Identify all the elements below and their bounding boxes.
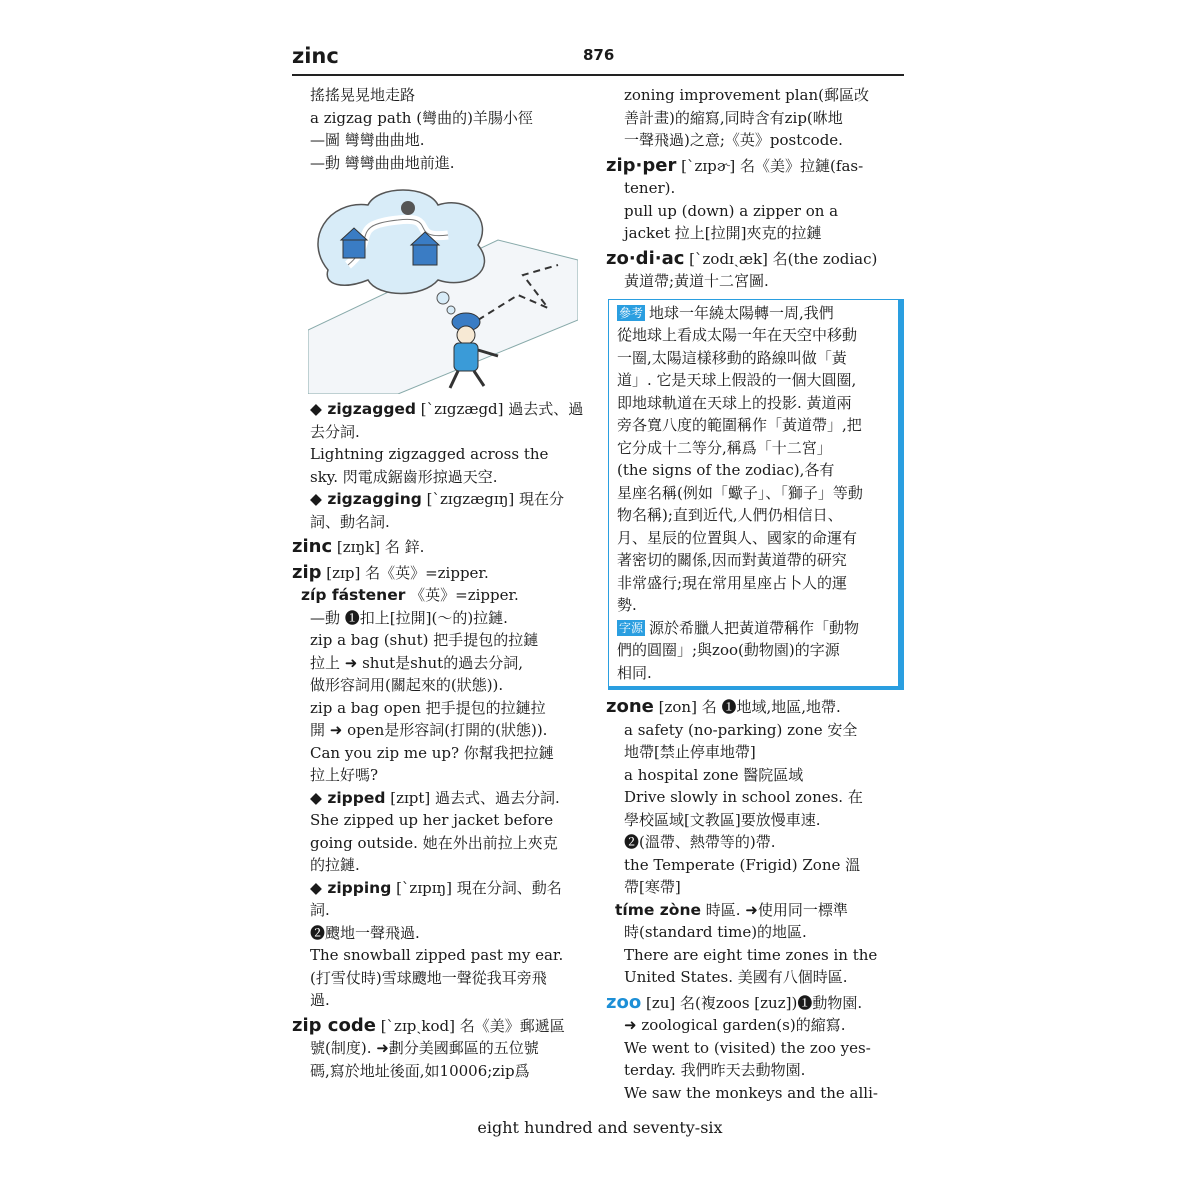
definition: [zɪpt] 過去式、過去分詞. [385, 788, 560, 807]
entry-line: 去分詞. [310, 422, 360, 441]
note-text: 星座名稱(例如「蠍子」、「獅子」等動 [617, 483, 863, 502]
example: United States. 美國有八個時區. [624, 968, 848, 986]
example: 學校區域[文教區]要放慢車速. [624, 810, 821, 829]
entry-line: 時(standard time)的地區. [624, 923, 807, 941]
entry-line: zoning improvement plan(郵區改 [624, 86, 870, 104]
example: 的拉鏈. [310, 856, 360, 874]
guide-word: zinc [292, 44, 339, 68]
definition: [zɪŋk] 名 鋅. [332, 538, 425, 556]
note-text: 物名稱);直到近代,人們仍相信日、 [617, 506, 843, 524]
note-text: 從地球上看成太陽一年在天空中移動 [617, 326, 858, 344]
note-text: 即地球軌道在天球上的投影. 黃道兩 [617, 393, 852, 412]
headword: zo·di·ac [606, 247, 685, 269]
example: There are eight time zones in the [624, 945, 878, 964]
entry-line: a zigzag path (彎曲的)羊腸小徑 [310, 108, 533, 127]
definition: [ˋzɪpɚ] 名《美》拉鏈(fas- [676, 156, 864, 175]
entry-line: 黃道帶;黃道十二宮圖. [624, 272, 769, 290]
example: 帶[寒帶] [624, 878, 681, 896]
definition: 《英》=zipper. [405, 586, 519, 604]
headword: zíp fástener [301, 586, 406, 604]
example: 拉上 ➜ shut是shut的過去分詞, [310, 653, 523, 672]
note-text: 它分成十二等分,稱爲「十二宮」 [617, 438, 832, 457]
note-text: 著密切的關係,因而對黃道帶的研究 [617, 551, 847, 569]
right-column [606, 84, 904, 1104]
definition: [zon] 名 ❶地域,地區,地帶. [653, 698, 841, 716]
example: (打雪仗時)雪球颼地一聲從我耳旁飛 [310, 968, 547, 987]
entry-line: 號(制度). ➜劃分美國郵區的五位號 [310, 1039, 539, 1057]
entry-line: ❷颼地一聲飛過. [310, 923, 420, 942]
etymology-tag: 字源 [619, 620, 644, 635]
reference-tag: 參考 [619, 305, 644, 320]
note-text: 一圈,太陽這樣移動的路線叫做「黃 [617, 348, 847, 367]
entry-line: ➜ zoological garden(s)的縮寫. [624, 1016, 846, 1034]
zigzag-illustration [308, 180, 592, 394]
entry-line: 善計畫)的縮寫,同時含有zip(咻地 [624, 108, 843, 127]
headword: ◆ zigzagging [310, 490, 422, 508]
definition: [ˋzɪgzægɪŋ] 現在分 [421, 490, 564, 508]
definition: [ˋzodɪˏæk] 名(the zodiac) [684, 249, 878, 268]
entry-line: 碼,寫於地址後面,如10006;zip爲 [310, 1061, 530, 1080]
example: sky. 閃電成鋸齒形掠過天空. [310, 467, 498, 486]
note-text: 非常盛行;現在常用星座占卜人的運 [617, 573, 848, 592]
definition: [ˋzɪgzægd] 過去式、過 [416, 400, 584, 418]
definition: 時區. ➜使用同一標準 [701, 900, 848, 919]
headword: zip [292, 561, 322, 583]
example: going outside. 她在外出前拉上夾克 [310, 833, 558, 852]
example: 過. [310, 991, 330, 1009]
example: 拉上好嗎? [310, 766, 379, 784]
note-text: (the signs of the zodiac),各有 [617, 461, 835, 479]
headword: zoo [606, 991, 642, 1013]
note-text: 旁各寬八度的範圍稱作「黃道帶」,把 [617, 416, 862, 434]
page-number: 876 [583, 46, 615, 64]
definition: [ˋzɪpɪŋ] 現在分詞、動名 [391, 878, 562, 897]
note-text: 道」. 它是天球上假設的一個大圓圈, [617, 371, 857, 389]
note-text: 們的圓圈」;與zoo(動物園)的字源 [617, 641, 840, 659]
note-text: 月、星辰的位置與人、國家的命運有 [617, 528, 858, 547]
example: a hospital zone 醫院區域 [624, 765, 804, 784]
entry-line: —動 彎彎曲曲地前進. [310, 153, 455, 172]
left-column [292, 84, 592, 1082]
example: the Temperate (Frigid) Zone 溫 [624, 855, 861, 874]
entry-line: —動 ❶扣上[拉開](～的)拉鏈. [310, 608, 508, 627]
entry-line: —圖 彎彎曲曲地. [310, 131, 425, 149]
page-header [292, 40, 904, 76]
entry-line: 詞. [310, 901, 330, 919]
example: She zipped up her jacket before [310, 811, 554, 829]
headword: ◆ zigzagged [310, 400, 417, 418]
example: Can you zip me up? 你幫我把拉鏈 [310, 743, 554, 762]
example: zip a bag (shut) 把手提包的拉鏈 [310, 631, 539, 649]
example: terday. 我們昨天去動物園. [624, 1061, 806, 1079]
page-number-words: eight hundred and seventy-six [477, 1118, 723, 1137]
note-text: 地球一年繞太陽轉一周,我們 [649, 303, 834, 322]
headword: zip code [292, 1014, 376, 1036]
headword: tíme zòne [615, 900, 701, 919]
example: 開 ➜ open是形容詞(打開的(狀態)). [310, 721, 548, 739]
headword: zone [606, 696, 654, 717]
entry-line: 一聲飛過)之意;《英》postcode. [624, 131, 843, 149]
example: 地帶[禁止停車地帶] [624, 743, 756, 761]
example: jacket 拉上[拉開]夾克的拉鏈 [624, 224, 822, 242]
headword: ◆ zipped [310, 788, 386, 807]
definition: [zu] 名(複zoos [zuz])❶動物園. [641, 993, 863, 1012]
reference-box [608, 299, 904, 691]
example: The snowball zipped past my ear. [310, 946, 564, 964]
headword: zip·per [606, 154, 677, 176]
note-text: 相同. [617, 663, 652, 682]
definition: [ˋzɪpˏkod] 名《美》郵遞區 [375, 1016, 565, 1035]
entry-line: 詞、動名詞. [310, 512, 390, 531]
entry-line: tener). [624, 179, 676, 197]
entry-line: ❷(溫帶、熱帶等的)帶. [624, 833, 776, 851]
example: We went to (visited) the zoo yes- [624, 1038, 871, 1057]
example: Drive slowly in school zones. 在 [624, 788, 863, 806]
note-text: 勢. [617, 596, 637, 614]
example: We saw the monkeys and the alli- [624, 1083, 878, 1102]
example: 做形容詞用(關起來的(狀態)). [310, 676, 504, 694]
definition: [zɪp] 名《英》=zipper. [321, 563, 489, 582]
example: Lightning zigzagged across the [310, 445, 549, 463]
example: zip a bag open 把手提包的拉鏈拉 [310, 698, 546, 717]
example: a safety (no-parking) zone 安全 [624, 720, 858, 739]
example: pull up (down) a zipper on a [624, 201, 839, 220]
headword: zinc [292, 536, 333, 557]
entry-line: 搖搖晃晃地走路 [310, 86, 416, 104]
headword: ◆ zipping [310, 878, 392, 897]
note-text: 源於希臘人把黃道帶稱作「動物 [649, 618, 860, 637]
